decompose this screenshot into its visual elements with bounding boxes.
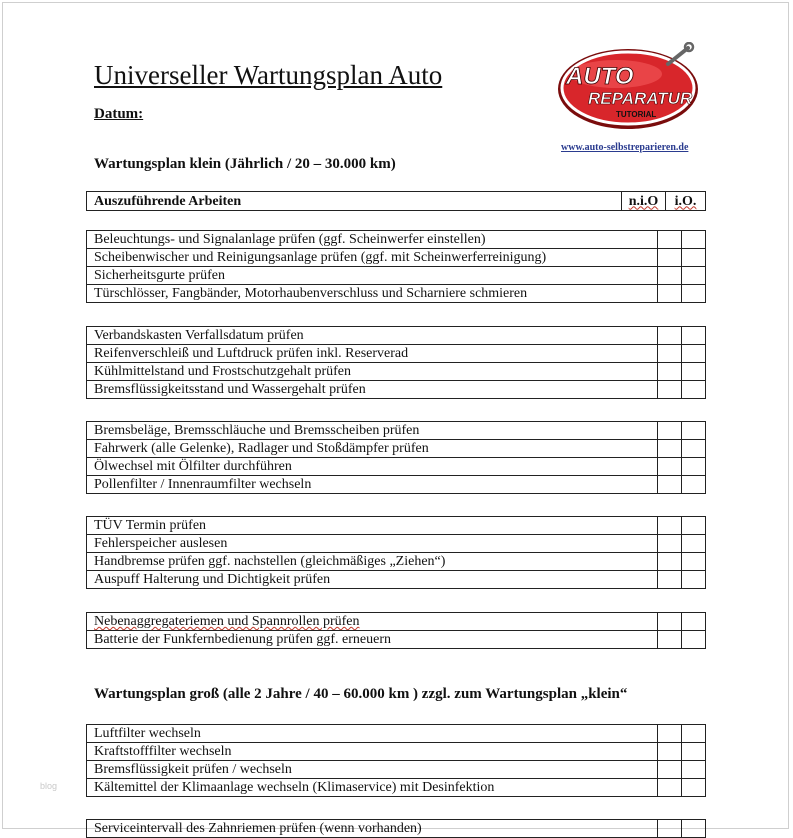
io-checkbox[interactable]: [682, 820, 706, 838]
task-group-2: [86, 326, 706, 399]
table-row: [87, 725, 706, 743]
header-nio: n.i.O: [622, 192, 666, 211]
nio-checkbox[interactable]: [658, 363, 682, 381]
logo-text-auto: AUTO: [566, 63, 634, 90]
nio-checkbox[interactable]: [658, 820, 682, 838]
nio-checkbox[interactable]: [658, 571, 682, 589]
io-checkbox[interactable]: [682, 363, 706, 381]
io-checkbox[interactable]: [682, 267, 706, 285]
nio-checkbox[interactable]: [658, 231, 682, 249]
nio-checkbox[interactable]: [658, 517, 682, 535]
io-checkbox[interactable]: [682, 458, 706, 476]
task-text: TÜV Termin prüfen: [87, 517, 658, 535]
io-checkbox[interactable]: [682, 553, 706, 571]
io-checkbox[interactable]: [682, 285, 706, 303]
task-group-large-1: [86, 724, 706, 797]
task-text: Verbandskasten Verfallsdatum prüfen: [87, 327, 658, 345]
nio-checkbox[interactable]: [658, 613, 682, 631]
task-table-header: [86, 191, 706, 211]
nio-checkbox[interactable]: [658, 345, 682, 363]
io-checkbox[interactable]: [682, 440, 706, 458]
io-checkbox[interactable]: [682, 231, 706, 249]
nio-checkbox[interactable]: [658, 779, 682, 797]
task-text: Kühlmittelstand und Frostschutzgehalt prüfen: [87, 363, 658, 381]
nio-checkbox[interactable]: [658, 725, 682, 743]
table-row: [87, 553, 706, 571]
nio-checkbox[interactable]: [658, 631, 682, 649]
table-row: [87, 267, 706, 285]
task-text: Scheibenwischer und Reinigungsanlage prüfen (ggf. mit Scheinwerferreinigung): [87, 249, 658, 267]
nio-checkbox[interactable]: [658, 458, 682, 476]
table-row: [87, 458, 706, 476]
nio-checkbox[interactable]: [658, 535, 682, 553]
task-text: Sicherheitsgurte prüfen: [87, 267, 658, 285]
io-checkbox[interactable]: [682, 422, 706, 440]
nio-checkbox[interactable]: [658, 327, 682, 345]
task-text: Türschlösser, Fangbänder, Motorhaubenverschluss und Scharniere schmieren: [87, 285, 658, 303]
table-row: [87, 249, 706, 267]
task-text: Bremsbeläge, Bremsschläuche und Bremsscheiben prüfen: [87, 422, 658, 440]
io-checkbox[interactable]: [682, 613, 706, 631]
table-row: [87, 820, 706, 838]
header-io: i.O.: [666, 192, 706, 211]
nio-checkbox[interactable]: [658, 476, 682, 494]
task-text: Beleuchtungs- und Signalanlage prüfen (ggf. Scheinwerfer einstellen): [87, 231, 658, 249]
task-text: Bremsflüssigkeitsstand und Wassergehalt prüfen: [87, 381, 658, 399]
table-row: [87, 779, 706, 797]
io-checkbox[interactable]: [682, 345, 706, 363]
io-checkbox[interactable]: [682, 381, 706, 399]
task-group-large-2: [86, 819, 706, 838]
task-text: Fahrwerk (alle Gelenke), Radlager und Stoßdämpfer prüfen: [87, 440, 658, 458]
table-row: [87, 761, 706, 779]
table-row: [87, 476, 706, 494]
document-title: Universeller Wartungsplan Auto: [94, 60, 443, 90]
table-row: [87, 327, 706, 345]
task-text: Kraftstofffilter wechseln: [87, 743, 658, 761]
io-checkbox[interactable]: [682, 743, 706, 761]
table-row: [87, 631, 706, 649]
io-checkbox[interactable]: [682, 761, 706, 779]
nio-checkbox[interactable]: [658, 440, 682, 458]
nio-checkbox[interactable]: [658, 381, 682, 399]
section-large-heading: Wartungsplan groß (alle 2 Jahre / 40 – 60.000 km ) zzgl. zum Wartungsplan „klein“: [94, 686, 628, 702]
task-group-4: [86, 516, 706, 589]
task-text: Pollenfilter / Innenraumfilter wechseln: [87, 476, 658, 494]
table-row: [87, 285, 706, 303]
io-checkbox[interactable]: [682, 535, 706, 553]
datum-label: Datum:: [94, 106, 144, 122]
nio-checkbox[interactable]: [658, 285, 682, 303]
auto-reparatur-logo: [556, 42, 708, 132]
table-row: [87, 571, 706, 589]
table-row: [87, 345, 706, 363]
table-row: [87, 422, 706, 440]
table-row: [87, 231, 706, 249]
task-text: Auspuff Halterung und Dichtigkeit prüfen: [87, 571, 658, 589]
table-row: [87, 440, 706, 458]
table-row: [87, 363, 706, 381]
watermark: blog: [40, 781, 58, 791]
table-row: [87, 535, 706, 553]
logo-text-tutorial: TUTORIAL: [616, 110, 657, 119]
task-text: Reifenverschleiß und Luftdruck prüfen inkl. Reserverad: [87, 345, 658, 363]
io-checkbox[interactable]: [682, 779, 706, 797]
task-text-misspelled: Nebenaggregateriemen und Spannrollen prüfen: [94, 614, 360, 629]
table-row: [87, 381, 706, 399]
io-checkbox[interactable]: [682, 517, 706, 535]
table-row: [87, 613, 706, 631]
io-checkbox[interactable]: [682, 571, 706, 589]
task-group-3: [86, 421, 706, 494]
header-task: Auszuführende Arbeiten: [87, 192, 622, 211]
nio-checkbox[interactable]: [658, 553, 682, 571]
task-group-1: [86, 230, 706, 303]
task-text: Kältemittel der Klimaanlage wechseln (Klimaservice) mit Desinfektion: [87, 779, 658, 797]
task-text: Ölwechsel mit Ölfilter durchführen: [87, 458, 658, 476]
task-text: [87, 613, 658, 631]
logo-text-reparatur: REPARATUR: [588, 89, 693, 108]
task-text: Serviceintervall des Zahnriemen prüfen (wenn vorhanden): [87, 820, 658, 838]
nio-checkbox[interactable]: [658, 249, 682, 267]
nio-checkbox[interactable]: [658, 761, 682, 779]
website-link[interactable]: www.auto-selbstreparieren.de: [561, 142, 689, 153]
io-checkbox[interactable]: [682, 327, 706, 345]
task-text: Handbremse prüfen ggf. nachstellen (gleichmäßiges „Ziehen“): [87, 553, 658, 571]
io-checkbox[interactable]: [682, 249, 706, 267]
io-checkbox[interactable]: [682, 476, 706, 494]
task-text: Luftfilter wechseln: [87, 725, 658, 743]
nio-checkbox[interactable]: [658, 422, 682, 440]
table-row: [87, 743, 706, 761]
section-small-heading: Wartungsplan klein (Jährlich / 20 – 30.000 km): [94, 156, 396, 172]
nio-checkbox[interactable]: [658, 267, 682, 285]
table-row: [87, 517, 706, 535]
task-group-5: [86, 612, 706, 649]
io-checkbox[interactable]: [682, 725, 706, 743]
task-text: Fehlerspeicher auslesen: [87, 535, 658, 553]
io-checkbox[interactable]: [682, 631, 706, 649]
task-text: Batterie der Funkfernbedienung prüfen ggf. erneuern: [87, 631, 658, 649]
nio-checkbox[interactable]: [658, 743, 682, 761]
task-text: Bremsflüssigkeit prüfen / wechseln: [87, 761, 658, 779]
